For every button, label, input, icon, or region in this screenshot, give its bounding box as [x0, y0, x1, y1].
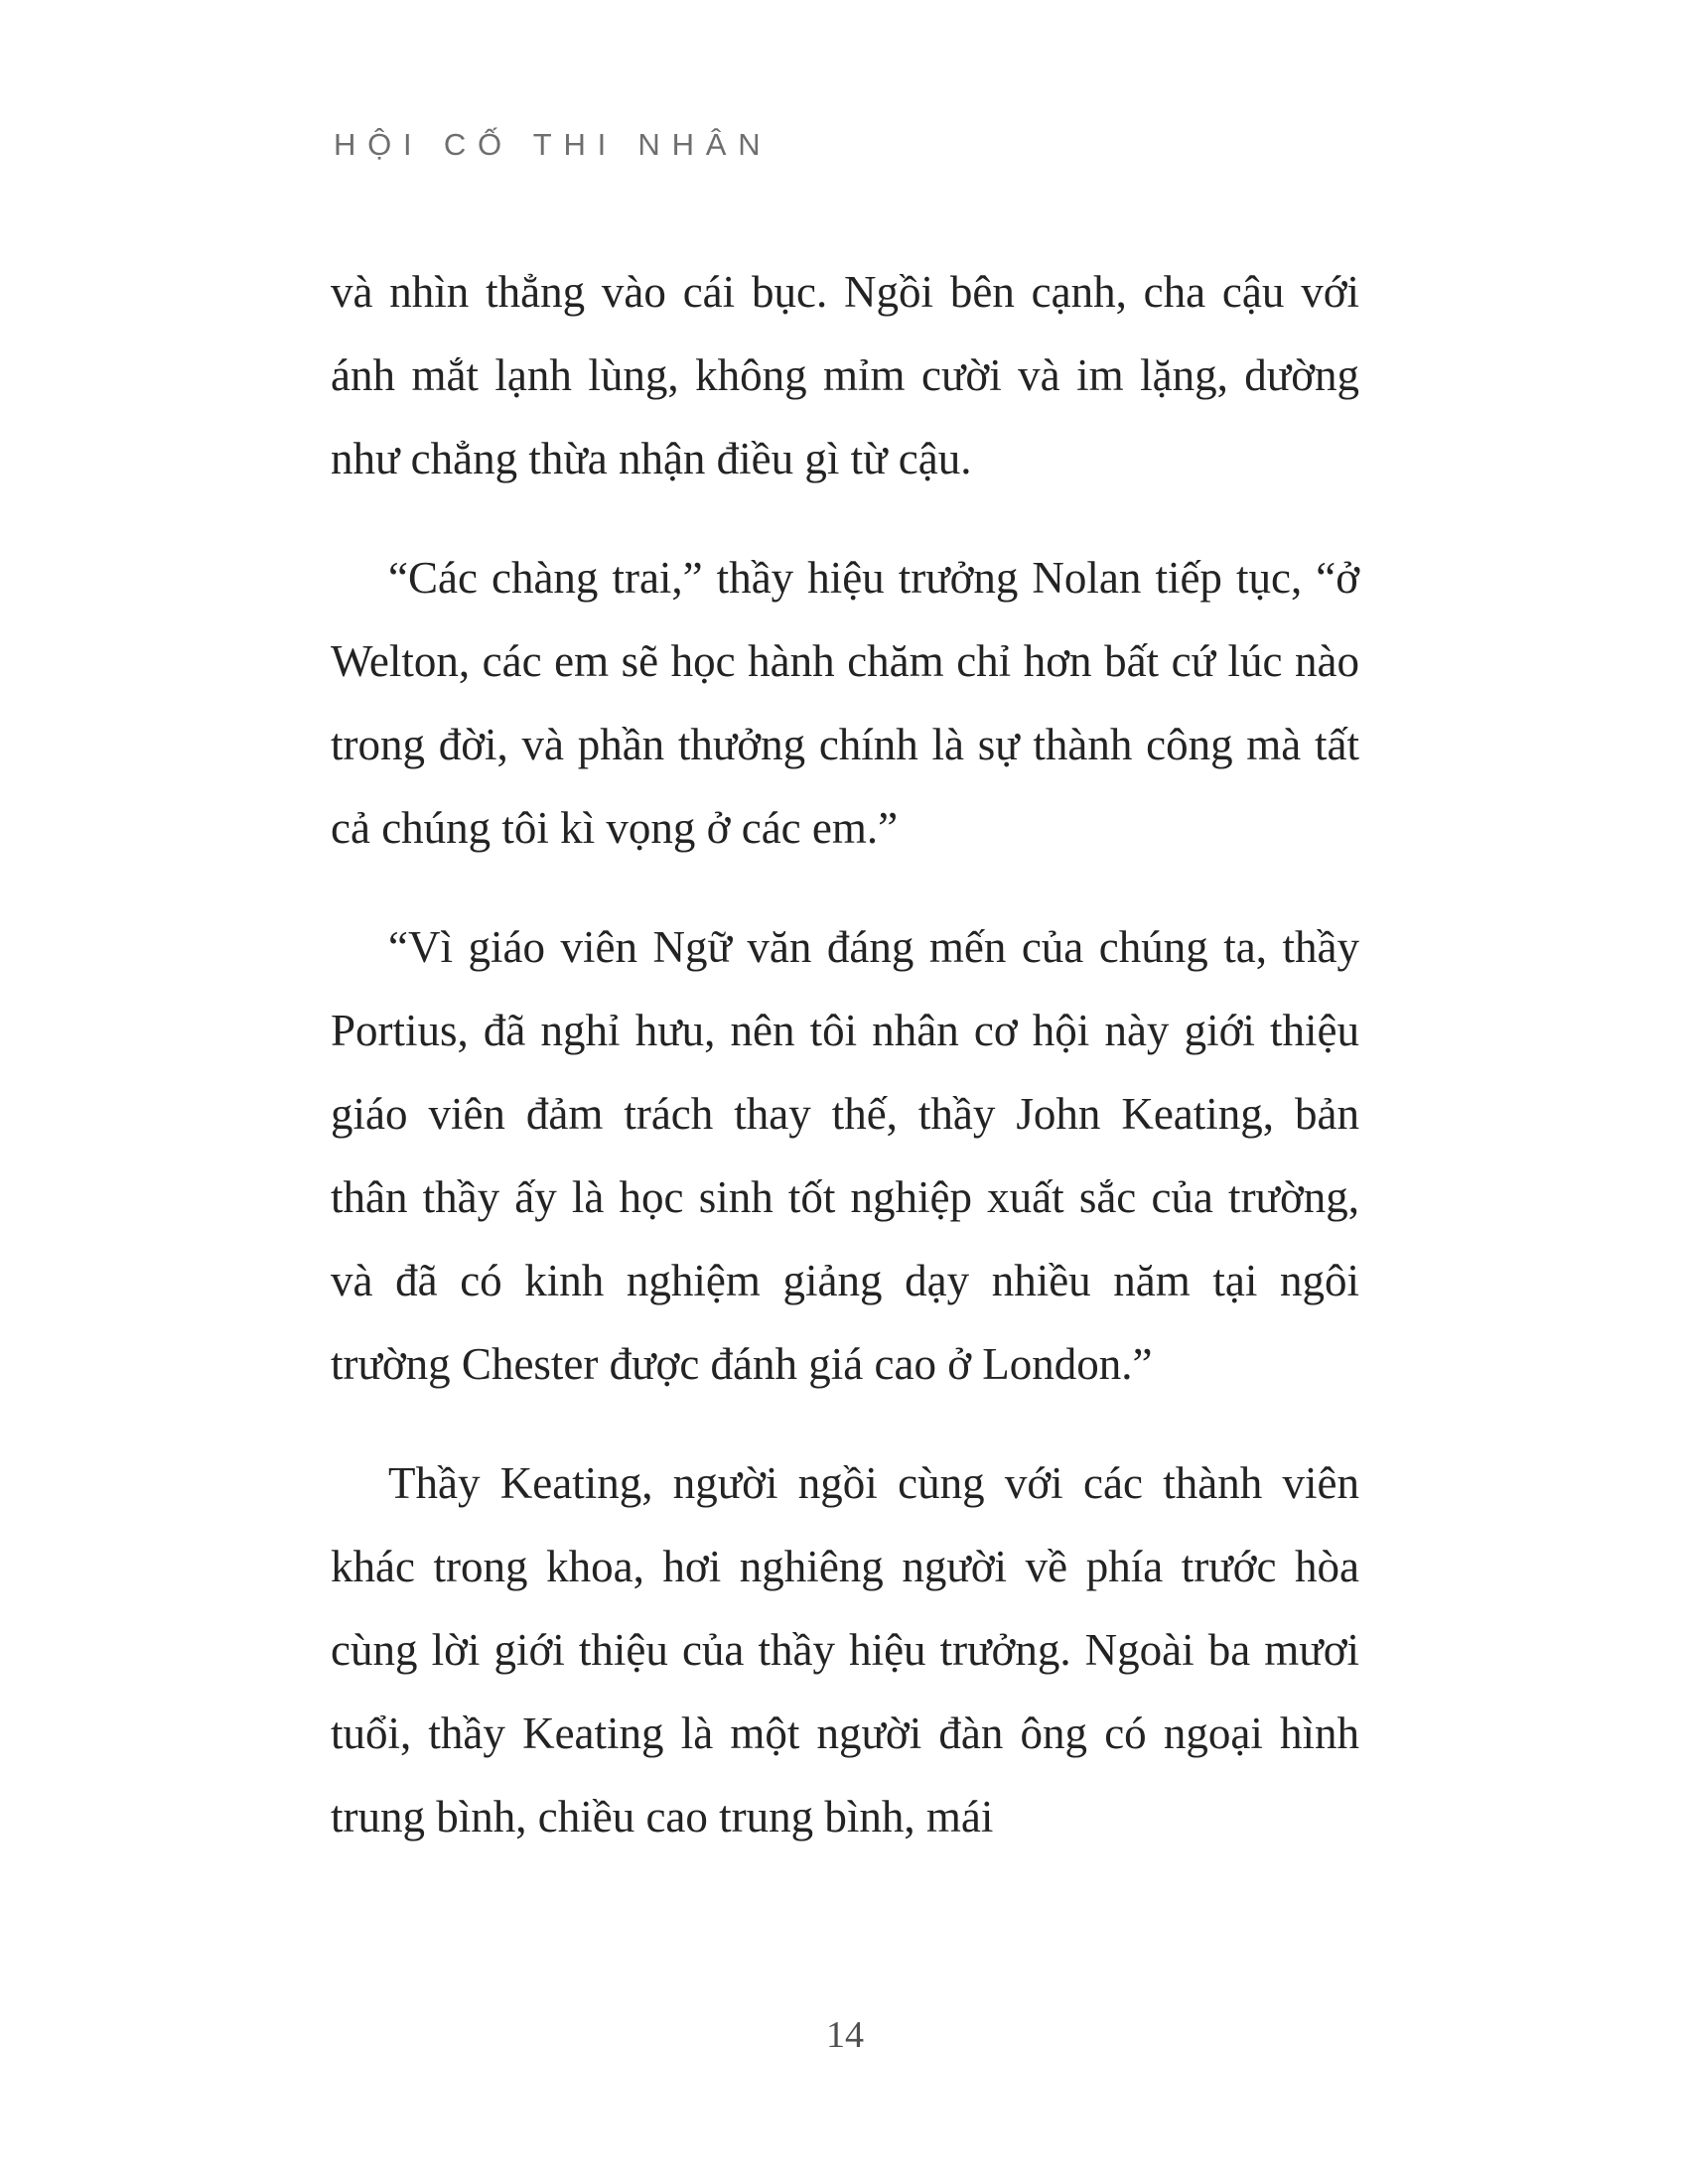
- running-header: HỘI CỐ THI NHÂN: [334, 127, 773, 162]
- paragraph: “Vì giáo viên Ngữ văn đáng mến của chúng ta, thầy Portius, đã nghỉ hưu, nên tôi nhân cơ hội này giới thiệu giáo viên đảm trách thay thế, thầy John Keating, bản thân thầy ấy là học sinh tốt nghiệp xuất sắc của trường, và đã có kinh nghiệm giảng dạy nhiều năm tại ngôi trường Chester được đánh giá cao ở London.”: [331, 922, 1359, 1389]
- paragraph: Thầy Keating, người ngồi cùng với các thành viên khác trong khoa, hơi nghiêng người về phía trước hòa cùng lời giới thiệu của thầy hiệu trưởng. Ngoài ba mươi tuổi, thầy Keating là một người đàn ông có ngoại hình trung bình, chiều cao trung bình, mái: [331, 1458, 1359, 1842]
- page-number: 14: [826, 2014, 864, 2056]
- paragraph: “Các chàng trai,” thầy hiệu trưởng Nolan tiếp tục, “ở Welton, các em sẽ học hành chăm chỉ hơn bất cứ lúc nào trong đời, và phần thưởng chính là sự thành công mà tất cả chúng tôi kì vọng ở các em.”: [331, 553, 1359, 853]
- paragraph: và nhìn thẳng vào cái bục. Ngồi bên cạnh, cha cậu với ánh mắt lạnh lùng, không mỉm cười và im lặng, dường như chẳng thừa nhận điều gì từ cậu.: [331, 267, 1359, 483]
- page-body: [331, 250, 1359, 1894]
